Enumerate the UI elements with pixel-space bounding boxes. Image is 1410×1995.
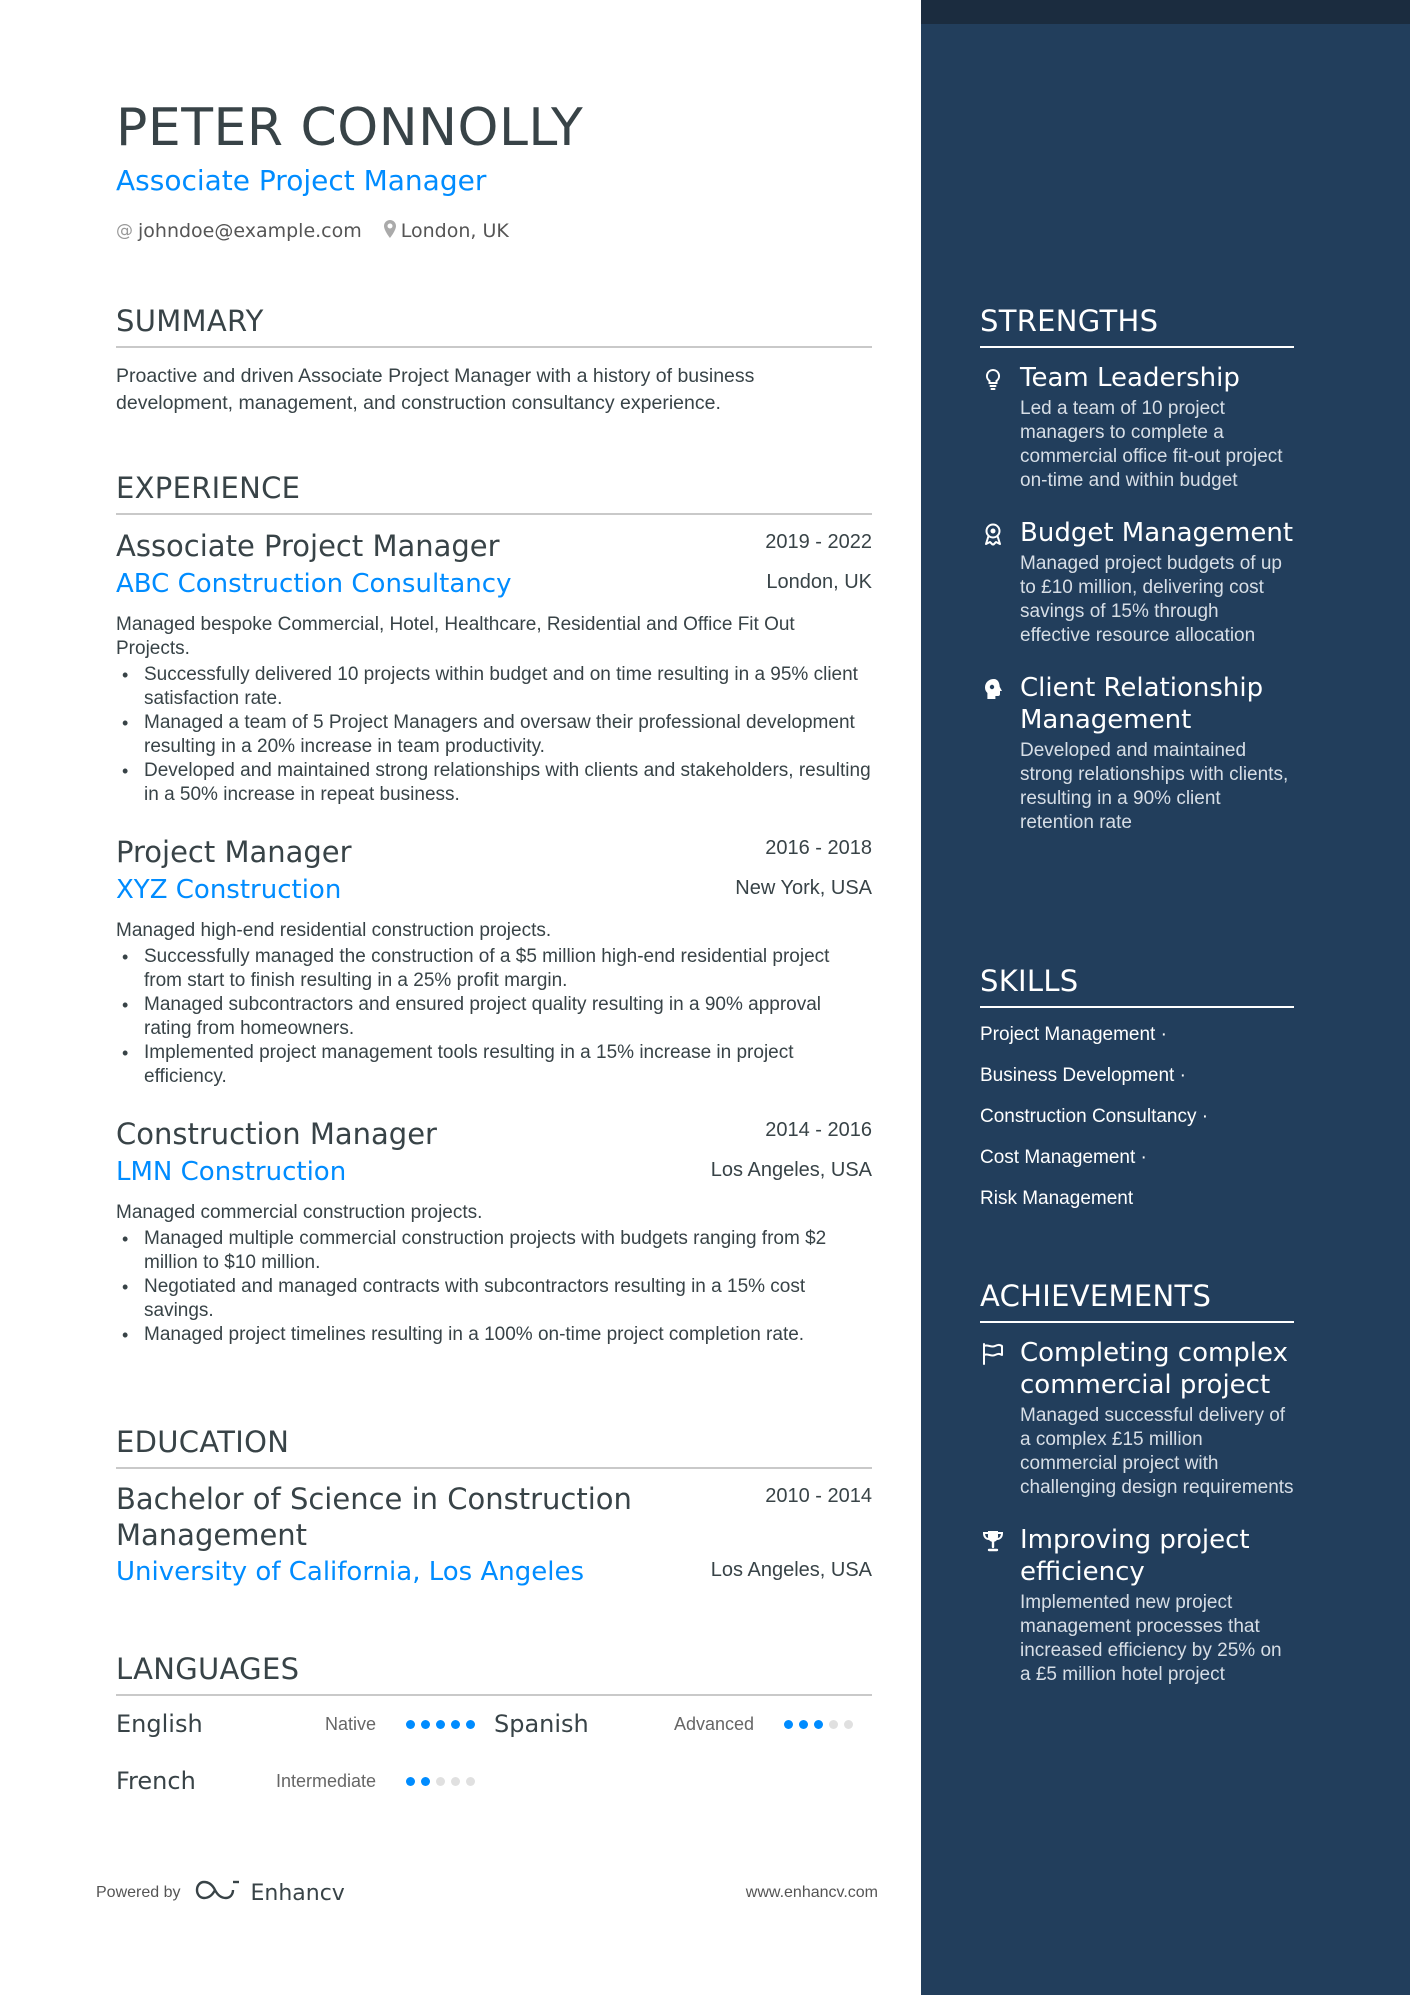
- education-location: Los Angeles, USA: [710, 1558, 872, 1581]
- rating-dot-filled: [406, 1777, 415, 1786]
- job-company: LMN Construction: [116, 1156, 347, 1187]
- rating-dot-filled: [451, 1720, 460, 1729]
- achievement-title: Improving project efficiency: [1020, 1524, 1250, 1587]
- job-bullet: • Managed a team of 5 Project Managers and oversaw their professional development resulting in a 20% increase in team productivity.: [116, 711, 872, 759]
- education-school: University of California, Los Angeles: [116, 1556, 585, 1587]
- languages-row: [116, 1696, 872, 1753]
- job-bullets: [116, 663, 872, 807]
- skills-heading: SKILLS: [980, 966, 1294, 1008]
- job-bullet: • Managed project timelines resulting in a 100% on-time project completion rate.: [116, 1323, 872, 1347]
- location-text: London, UK: [400, 220, 509, 242]
- rating-dot-empty: [844, 1720, 853, 1729]
- skill-item: Risk Management: [980, 1187, 1134, 1209]
- summary-section: [116, 306, 872, 417]
- language-rating: [784, 1720, 853, 1729]
- language-name: French: [116, 1767, 196, 1796]
- pin-icon: [384, 220, 396, 243]
- job-location: Los Angeles, USA: [710, 1158, 872, 1181]
- job-description: Managed commercial construction projects.: [116, 1201, 483, 1223]
- achievement-desc: Implemented new project management processes that increased efficiency by 25% on a £5 million hotel project: [1020, 1591, 1282, 1685]
- language-level: Advanced: [673, 1713, 754, 1734]
- strengths-heading: STRENGTHS: [980, 306, 1294, 348]
- strength-title: Client Relationship Management: [1020, 672, 1264, 735]
- lightbulb-icon: [980, 366, 1006, 392]
- job-bullets: [116, 945, 872, 1089]
- education-entry: [116, 1481, 872, 1591]
- languages-row: [116, 1753, 872, 1810]
- language-name: Spanish: [494, 1710, 589, 1739]
- skill-item: Cost Management ·: [980, 1146, 1147, 1168]
- footer-url-link[interactable]: www.enhancv.com: [745, 1884, 878, 1901]
- achievements-section: [980, 1281, 1294, 1687]
- strength-desc: Developed and maintained strong relationships with clients, resulting in a 90% client retention rate: [1020, 739, 1289, 833]
- summary-heading: SUMMARY: [116, 306, 872, 348]
- contact-line: [116, 218, 531, 244]
- language-rating: [406, 1720, 475, 1729]
- job-bullet: • Successfully managed the construction of a $5 million high-end residential project from start to finish resulting in a 25% profit margin.: [116, 945, 872, 993]
- rating-dot-filled: [814, 1720, 823, 1729]
- flag-icon: [980, 1341, 1006, 1367]
- trophy-icon: [980, 1528, 1006, 1554]
- job-entry: [116, 833, 872, 1089]
- rating-dot-filled: [421, 1720, 430, 1729]
- job-company: ABC Construction Consultancy: [116, 568, 512, 599]
- strength-title: Budget Management: [1020, 517, 1294, 548]
- education-section: [116, 1427, 872, 1591]
- rating-dot-filled: [784, 1720, 793, 1729]
- strength-item: [980, 672, 1294, 835]
- powered-by-label: Powered by: [96, 1884, 181, 1901]
- strengths-section: [980, 306, 1294, 835]
- job-description: Managed bespoke Commercial, Hotel, Healthcare, Residential and Office Fit Out Projects.: [116, 613, 795, 659]
- job-dates: 2014 - 2016: [765, 1118, 872, 1141]
- achievement-item: [980, 1524, 1294, 1687]
- education-heading: EDUCATION: [116, 1427, 872, 1469]
- job-dates: 2016 - 2018: [765, 836, 872, 859]
- award-icon: [980, 521, 1006, 547]
- language-level: Native: [324, 1713, 376, 1734]
- job-bullets: [116, 1227, 872, 1347]
- skill-item: Construction Consultancy ·: [980, 1105, 1209, 1127]
- job-bullet: • Negotiated and managed contracts with subcontractors resulting in a 15% cost savings.: [116, 1275, 872, 1323]
- rating-dot-empty: [466, 1777, 475, 1786]
- language-item: [116, 1767, 519, 1795]
- head-icon: [980, 676, 1006, 702]
- job-bullet: • Managed subcontractors and ensured project quality resulting in a 90% approval rating from homeowners.: [116, 993, 872, 1041]
- language-item: [494, 1710, 872, 1738]
- summary-text: Proactive and driven Associate Project Manager with a history of business development, management, and construction consultancy experience.: [116, 364, 755, 414]
- strength-title: Team Leadership: [1020, 362, 1240, 393]
- rating-dot-empty: [436, 1777, 445, 1786]
- strength-item: [980, 362, 1294, 493]
- rating-dot-empty: [451, 1777, 460, 1786]
- job-location: New York, USA: [735, 876, 872, 899]
- job-entry: [116, 527, 872, 807]
- experience-heading: EXPERIENCE: [116, 473, 872, 515]
- candidate-title: Associate Project Manager: [116, 164, 487, 197]
- rating-dot-filled: [421, 1777, 430, 1786]
- languages-section: [116, 1654, 872, 1810]
- education-degree: Bachelor of Science in Construction Management: [116, 1481, 632, 1552]
- job-location: London, UK: [766, 570, 872, 593]
- email-text: johndoe@example.com: [138, 220, 362, 242]
- job-dates: 2019 - 2022: [765, 530, 872, 553]
- rating-dot-filled: [436, 1720, 445, 1729]
- job-entry: [116, 1115, 872, 1347]
- job-company: XYZ Construction: [116, 874, 342, 905]
- achievement-title: Completing complex commercial project: [1020, 1337, 1288, 1400]
- brand-logo[interactable]: [195, 1879, 345, 1907]
- language-rating: [406, 1777, 475, 1786]
- location-item: [384, 220, 509, 243]
- language-level: Intermediate: [275, 1770, 376, 1791]
- strength-desc: Led a team of 10 project managers to complete a commercial office fit-out project on-time and within budget: [1020, 397, 1283, 491]
- candidate-name: PETER CONNOLLY: [116, 98, 584, 158]
- skills-section: [980, 966, 1294, 1219]
- achievements-heading: ACHIEVEMENTS: [980, 1281, 1294, 1323]
- languages-heading: LANGUAGES: [116, 1654, 872, 1696]
- job-bullet: • Managed multiple commercial construction projects with budgets ranging from $2 million to $10 million.: [116, 1227, 872, 1275]
- email-item[interactable]: [116, 220, 362, 242]
- rating-dot-filled: [406, 1720, 415, 1729]
- enhancv-logo-icon: [195, 1879, 241, 1907]
- job-bullet: • Implemented project management tools resulting in a 15% increase in project efficiency.: [116, 1041, 872, 1089]
- at-icon: @: [116, 221, 133, 241]
- job-role: Project Manager: [116, 834, 352, 869]
- education-dates: 2010 - 2014: [765, 1484, 872, 1507]
- rating-dot-filled: [799, 1720, 808, 1729]
- language-item: [116, 1710, 494, 1738]
- job-role: Associate Project Manager: [116, 528, 500, 563]
- skills-list: [980, 1014, 1294, 1219]
- job-bullet: • Developed and maintained strong relationships with clients and stakeholders, resulting in a 50% increase in repeat business.: [116, 759, 872, 807]
- strength-item: [980, 517, 1294, 648]
- rating-dot-filled: [466, 1720, 475, 1729]
- footer-left: [96, 1879, 345, 1907]
- language-name: English: [116, 1710, 203, 1739]
- strength-desc: Managed project budgets of up to £10 million, delivering cost savings of 15% through effective resource allocation: [1020, 552, 1282, 646]
- skill-item: Project Management ·: [980, 1023, 1167, 1045]
- rating-dot-empty: [829, 1720, 838, 1729]
- job-bullet: • Successfully delivered 10 projects within budget and on time resulting in a 95% client satisfaction rate.: [116, 663, 872, 711]
- achievement-desc: Managed successful delivery of a complex £15 million commercial project with challenging design requirements: [1020, 1404, 1294, 1498]
- sidebar-top-bar: [921, 0, 1410, 24]
- skill-item: Business Development ·: [980, 1064, 1186, 1086]
- job-role: Construction Manager: [116, 1116, 437, 1151]
- brand-name: Enhancv: [250, 1880, 345, 1906]
- job-description: Managed high-end residential construction projects.: [116, 919, 552, 941]
- achievement-item: [980, 1337, 1294, 1500]
- experience-section: [116, 473, 872, 1347]
- footer: [96, 1878, 878, 1908]
